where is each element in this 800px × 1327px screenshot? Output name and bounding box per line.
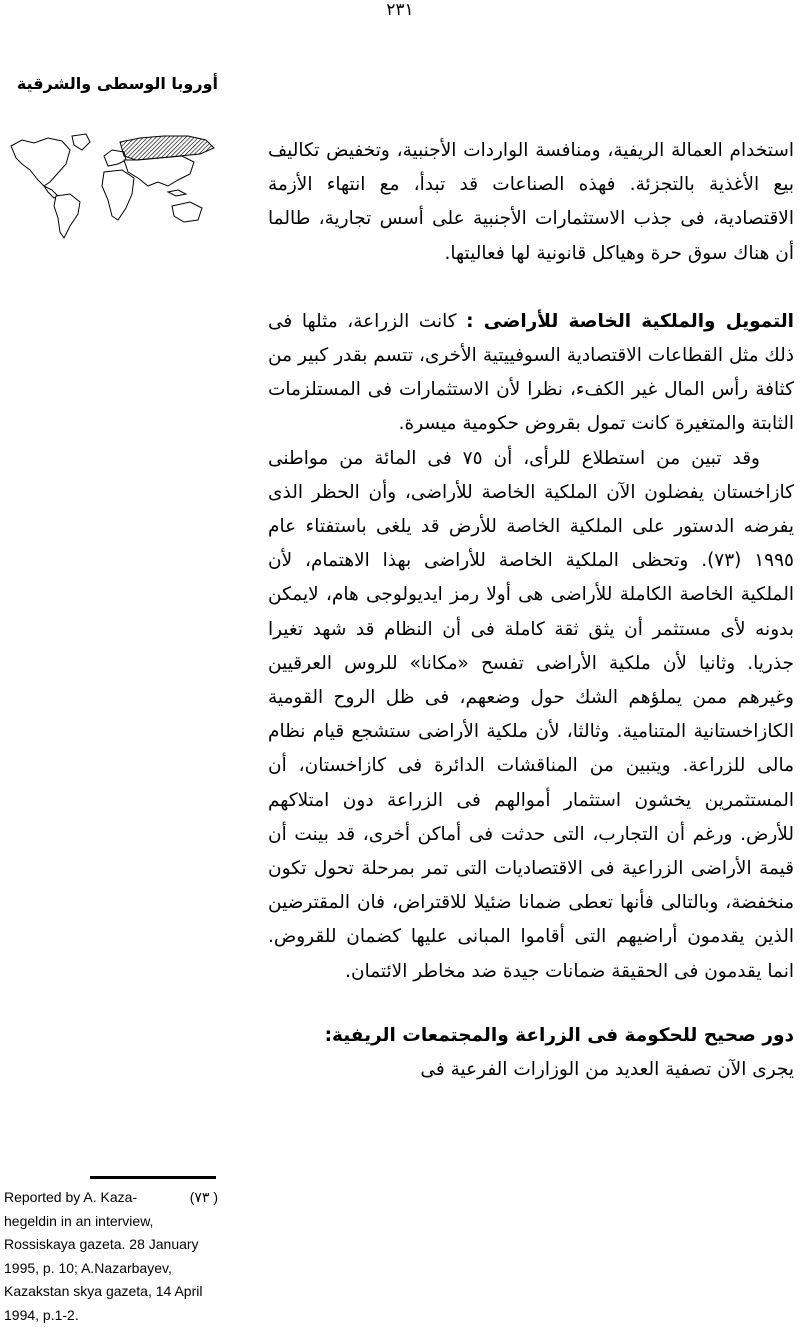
paragraph-finance-lead: كانت الزراعة، مثلها فى ذلك مثل القطاعات الاقتصادية السوفييتية الأخرى، تتسم بقدر كبير من كثافة رأس المال غير الكفء، نظرا لأن الاستثمارات فى المستلزمات الثابتة والمتغيرة كانت تمول بقروض حكومية ميسرة. — [268, 310, 794, 435]
section-heading-government — [268, 1019, 794, 1053]
paragraph-rural-industries: استخدام العمالة الريفية، ومنافسة الواردات الأجنبية، وتخفيض تكاليف بيع الأغذية بالتجزئة. فهذه الصناعات قد تبدأ، مع انتهاء الأزمة الاقتصادية، فى جذب الاستثمارات الأجنبية على أسس تجارية، طالما أن هناك سوق حرة وهياكل قانونية لها فعاليتها. — [268, 140, 794, 264]
footnote-text: Reported by A. Kaza- hegeldin in an interview, Rossiskaya gazeta. 28 January 1995, p. 10; A.Nazarbayev, Kazakstan skya gazeta, 14 April 1994, p.1-2. — [4, 1189, 203, 1323]
section-heading-finance: التمويل والملكية الخاصة للأراضى : — [466, 310, 794, 332]
paragraph-survey: وقد تبين من استطلاع للرأى، أن ٧٥ فى المائة من مواطنى كازاخستان يفضلون الآن الملكية الخاصة للأراضى، وأن الحظر الذى يفرضه الدستور على الملكية الخاصة للأرض قد يلغى باستفتاء عام ١٩٩٥ (٧٣). وتحظى الملكية الخاصة للأراضى بهذا الاهتمام، لأن الملكية الخاصة الكاملة للأراضى هى أولا رمز ايديولوجى هام، لايمكن بدونه لأى مستثمر أن يثق ثقة كاملة فى أن النظام قد شهد تغيرا جذريا. وثانيا لأن ملكية الأراضى تفسح «مكانا» للروس العرقيين وغيرهم ممن يملؤهم الشك حول وضعهم، فى ظل الروح القومية الكازاخستانية المتنامية. وثالثا، لأن ملكية الأراضى ستشجع قيام نظام مالى للزراعة. ويتبين من المناقشات الدائرة فى كازاخستان، أن المستثمرين يخشون استثمار أموالهم فى الزراعة دون امتلاكهم للأرض. ورغم أن التجارب، التى حدثت فى أماكن أخرى، قد بينت أن قيمة الأراضى الزراعية فى الاقتصاديات التى تمر بمرحلة تحول تكون منخفضة، وبالتالى فأنها تعطى ضمانا ضئيلا للاقتراض، فان المقترضين الذين يقدمون أراضيهم التى أقاموا المبانى عليها كضمان للقروض. انما يقدمون فى الحقيقة ضمانات جيدة ضد مخاطر الائتمان. — [268, 447, 794, 982]
paragraph-government-lead: يجرى الآن تصفية العديد من الوزارات الفرعية فى — [420, 1059, 794, 1081]
page-number: ٢٣١ — [386, 0, 414, 20]
paragraph-finance-land — [268, 305, 794, 442]
running-head: أوروبا الوسطى والشرقية — [16, 74, 218, 93]
footnote-marker: (٧٣ ) — [189, 1189, 218, 1205]
section-heading-government-title: دور صحيح للحكومة فى الزراعة والمجتمعات الريفية: — [324, 1024, 794, 1046]
world-map-icon — [8, 128, 218, 244]
footnote — [4, 1186, 218, 1327]
main-text — [268, 134, 794, 1087]
footnote-rule — [90, 1176, 216, 1179]
